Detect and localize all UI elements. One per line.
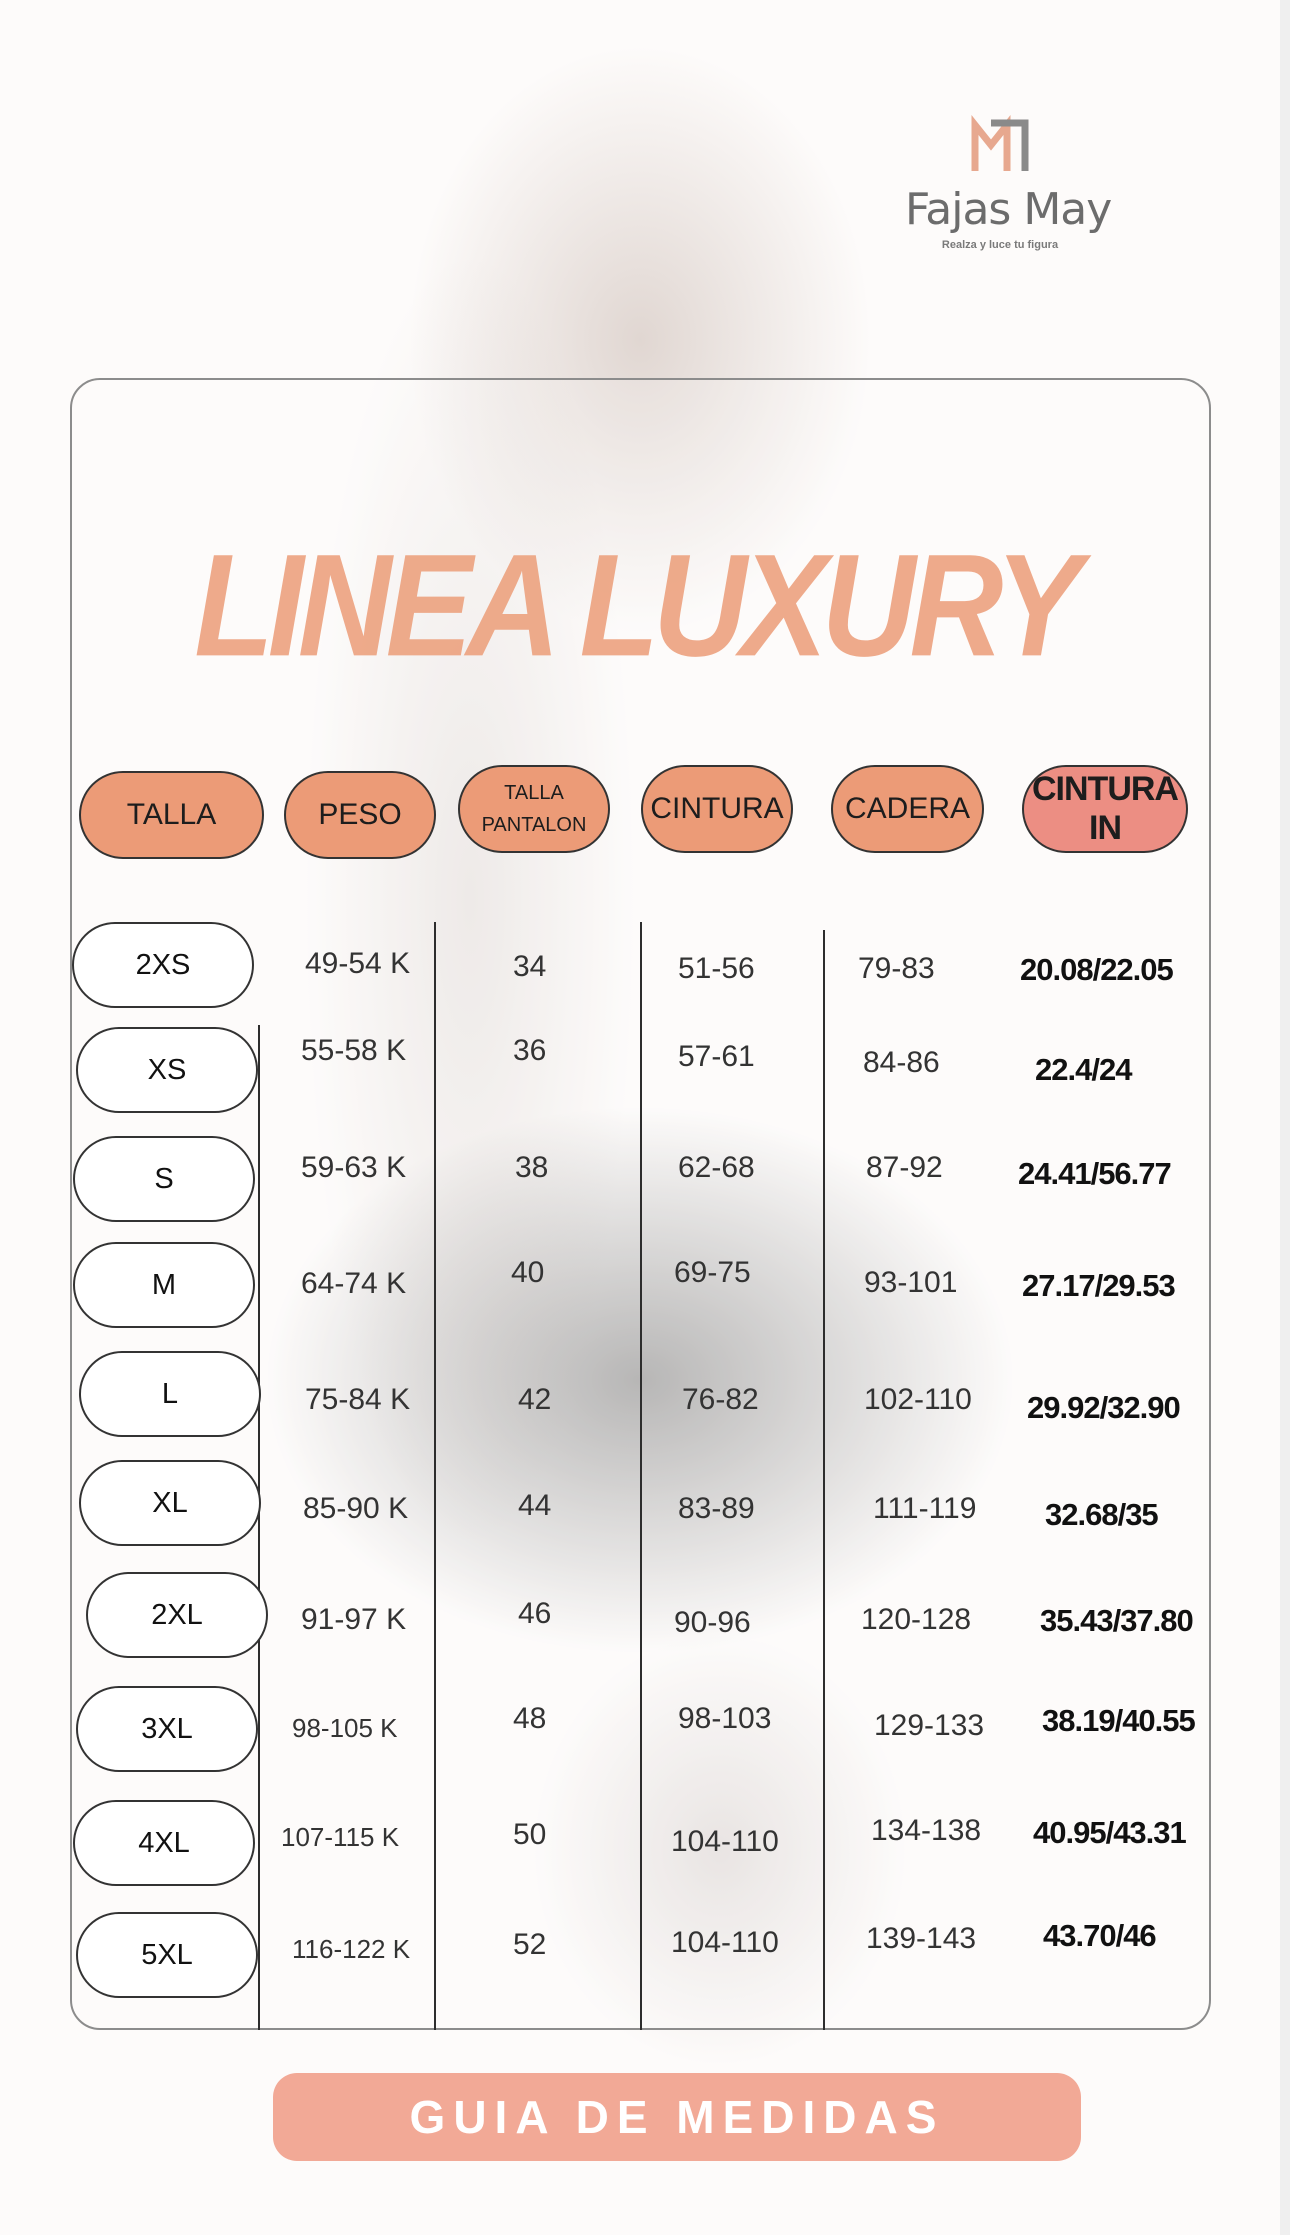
peso-value: 59-63 K <box>301 1151 407 1184</box>
pantalon-value: 50 <box>513 1818 547 1851</box>
cintura-value: 57-61 <box>678 1040 755 1073</box>
cadera-value: 84-86 <box>863 1046 940 1079</box>
pantalon-value: 40 <box>511 1256 545 1289</box>
cintura-value: 51-56 <box>678 952 755 985</box>
cintura-value: 98-103 <box>678 1702 772 1735</box>
header-cadera: CADERA <box>831 765 984 853</box>
header-talla-pantalon-line1: TALLA <box>504 782 564 804</box>
cintura-in-value: 20.08/22.05 <box>1020 952 1173 987</box>
peso-value: 107-115 K <box>281 1822 400 1852</box>
cintura-value: 62-68 <box>678 1151 755 1184</box>
cadera-value: 102-110 <box>864 1383 972 1416</box>
cintura-value: 104-110 <box>671 1825 779 1858</box>
peso-value: 49-54 K <box>305 947 411 980</box>
size-pill-3xl: 3XL <box>76 1686 258 1772</box>
size-pill-2xl: 2XL <box>86 1572 268 1658</box>
size-pill-xl: XL <box>79 1460 261 1546</box>
column-divider <box>823 930 825 2030</box>
cadera-value: 87-92 <box>866 1151 943 1184</box>
cadera-value: 79-83 <box>858 952 935 985</box>
pantalon-value: 46 <box>518 1597 552 1630</box>
pantalon-value: 36 <box>513 1034 547 1067</box>
peso-value: 91-97 K <box>301 1603 407 1636</box>
size-pill-5xl: 5XL <box>76 1912 258 1998</box>
size-pill-2xs: 2XS <box>72 922 254 1008</box>
cadera-value: 111-119 <box>873 1492 977 1525</box>
size-pill-xs: XS <box>76 1027 258 1113</box>
column-divider <box>640 922 642 2030</box>
cintura-value: 90-96 <box>674 1606 751 1639</box>
size-pill-s: S <box>73 1136 255 1222</box>
column-divider <box>258 1025 260 2030</box>
cintura-in-value: 22.4/24 <box>1035 1052 1132 1087</box>
header-cintura-in: CINTURA IN <box>1022 765 1188 853</box>
cintura-value: 83-89 <box>678 1492 755 1525</box>
cadera-value: 129-133 <box>874 1709 985 1742</box>
pantalon-value: 52 <box>513 1928 547 1961</box>
cintura-in-value: 40.95/43.31 <box>1033 1815 1186 1850</box>
cintura-in-value: 35.43/37.80 <box>1040 1603 1193 1638</box>
fajas-may-logo-icon <box>969 115 1031 177</box>
size-pill-m: M <box>73 1242 255 1328</box>
peso-value: 116-122 K <box>292 1934 411 1964</box>
brand-logo <box>905 115 1112 265</box>
header-peso: PESO <box>284 771 436 859</box>
column-divider <box>434 922 436 2030</box>
peso-value: 64-74 K <box>301 1267 407 1300</box>
cintura-value: 104-110 <box>671 1926 779 1959</box>
cintura-in-value: 24.41/56.77 <box>1018 1156 1171 1191</box>
header-cintura: CINTURA <box>641 765 793 853</box>
peso-value: 98-105 K <box>292 1713 398 1743</box>
pantalon-value: 42 <box>518 1383 552 1416</box>
cintura-in-value: 29.92/32.90 <box>1027 1390 1180 1425</box>
pantalon-value: 38 <box>515 1151 549 1184</box>
guia-de-medidas-banner: GUIA DE MEDIDAS <box>273 2073 1081 2161</box>
cintura-value: 76-82 <box>682 1383 759 1416</box>
cintura-in-value: 27.17/29.53 <box>1022 1268 1175 1303</box>
frame-edge <box>1280 0 1290 2235</box>
header-talla-pantalon-line2: PANTALON <box>481 814 587 836</box>
cadera-value: 134-138 <box>871 1814 982 1847</box>
cadera-value: 93-101 <box>864 1266 958 1299</box>
pantalon-value: 44 <box>518 1489 552 1522</box>
pantalon-value: 34 <box>513 950 547 983</box>
header-talla: TALLA <box>79 771 264 859</box>
cintura-value: 69-75 <box>674 1256 751 1289</box>
cadera-value: 139-143 <box>866 1922 977 1955</box>
brand-name: Fajas May <box>905 184 1112 235</box>
peso-value: 75-84 K <box>305 1383 411 1416</box>
cintura-in-value: 43.70/46 <box>1043 1918 1156 1953</box>
cadera-value: 120-128 <box>861 1603 972 1636</box>
size-pill-l: L <box>79 1351 261 1437</box>
brand-tagline: Realza y luce tu figura <box>941 239 1059 251</box>
pantalon-value: 48 <box>513 1702 547 1735</box>
cintura-in-value: 32.68/35 <box>1045 1497 1158 1532</box>
size-pill-4xl: 4XL <box>73 1800 255 1886</box>
peso-value: 85-90 K <box>303 1492 409 1525</box>
peso-value: 55-58 K <box>301 1034 407 1067</box>
header-talla-pantalon <box>458 765 610 853</box>
cintura-in-value: 38.19/40.55 <box>1042 1703 1195 1738</box>
page-title: LINEA LUXURY <box>194 523 1076 687</box>
